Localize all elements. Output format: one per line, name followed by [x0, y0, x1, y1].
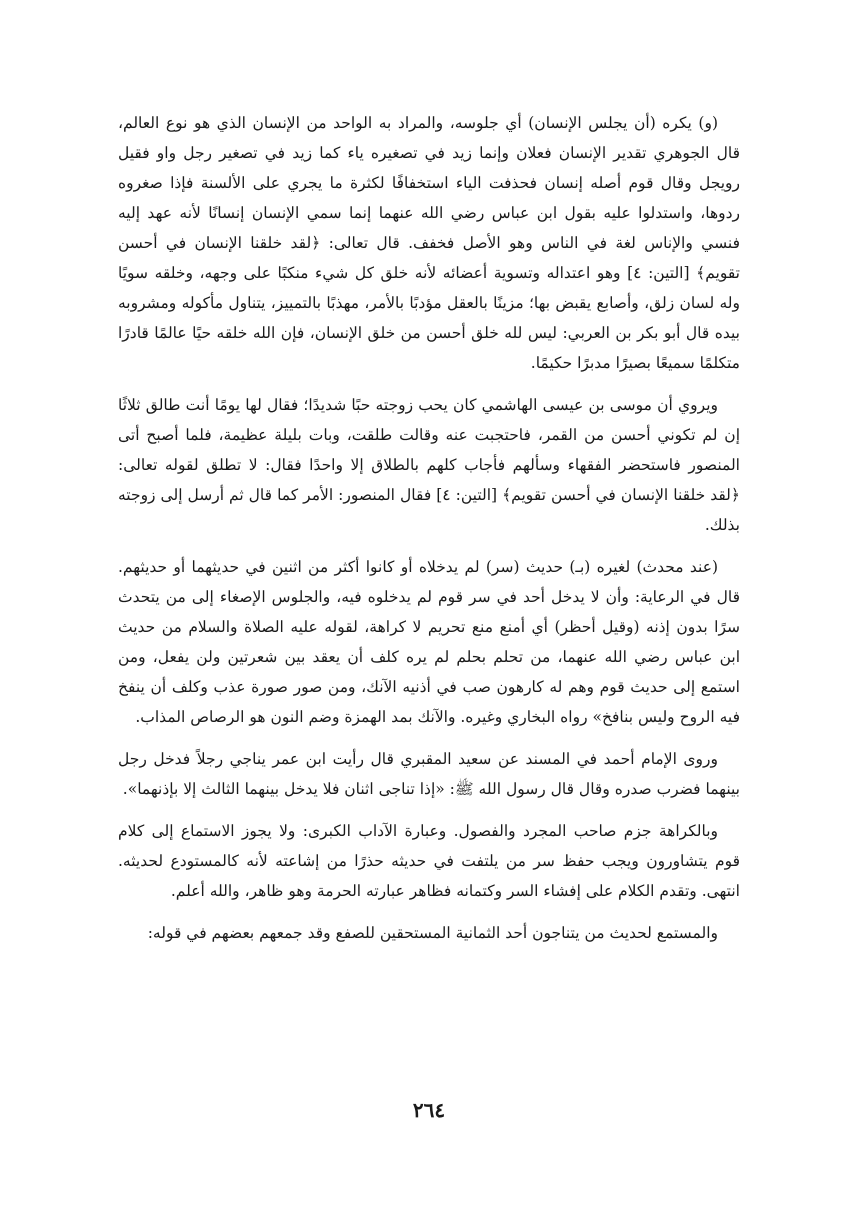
paragraph-5: وبالكراهة جزم صاحب المجرد والفصول. وعبارة الآداب الكبرى: ولا يجوز الاستماع إلى كلام قوم يتشاورون ويجب حفظ سر من يلتفت في حديثه حذرًا من إشاعته لأنه كالمستودع لحديثه. انتهى. وتقدم الكلام على إفشاء السر وكتمانه فظاهر عبارته الحرمة وهو ظاهر، والله أعلم.	[118, 822, 740, 900]
page-body	[118, 108, 740, 960]
page-number: ٢٦٤	[412, 1098, 446, 1122]
paragraph-4: وروى الإمام أحمد في المسند عن سعيد المقبري قال رأيت ابن عمر يناجي رجلاً فدخل رجل بينهما فضرب صدره وقال قال رسول الله ﷺ: «إذا تناجى اثنان فلا يدخل بينهما الثالث إلا بإذنهما».	[118, 750, 740, 798]
paragraph-3: (عند محدث) لغيره (بـ) حديث (سر) لم يدخلاه أو كانوا أكثر من اثنين في حديثهما أو حديثهم. قال في الرعاية: وأن لا يدخل أحد في سر قوم لم يدخلوه فيه، والجلوس الإصغاء إلى من يتحدث سرًا بدون إذنه (وقيل أحظر) أي أمنع منع تحريم لا كراهة، لقوله عليه الصلاة والسلام من حديث ابن عباس رضي الله عنهما، من تحلم بحلم لم يره كلف أن يعقد بين شعرتين ولن يفعل، ومن استمع إلى حديث قوم وهم له كارهون صب في أذنيه الآنك، ومن صور صورة عذب وكلف أن ينفخ فيه الروح وليس بنافخ» رواه البخاري وغيره. والآنك بمد الهمزة وضم النون هو الرصاص المذاب.	[118, 558, 740, 726]
paragraph-6: والمستمع لحديث من يتناجون أحد الثمانية المستحقين للصفع وقد جمعهم بعضهم في قوله:	[147, 924, 718, 942]
paragraph-1: (و) يكره (أن يجلس الإنسان) أي جلوسه، والمراد به الواحد من الإنسان الذي هو نوع العالم، قال الجوهري تقدير الإنسان فعلان وإنما زيد في تصغيره ياء كما زيد في تصغير رجل واو فقيل رويجل وقال قوم أصله إنسان فحذفت الياء استخفافًا لكثرة ما يجري على الألسنة فإذا صغروه ردوها، واستدلوا عليه بقول ابن عباس رضي الله عنهما إنما سمي الإنسان إنسانًا لأنه عهد إليه فنسي والإناس لغة في الناس وهو الأصل فخفف. قال تعالى: ﴿لقد خلقنا الإنسان في أحسن تقويم﴾ [التين: ٤] وهو اعتداله وتسوية أعضائه لأنه خلق كل شيء منكبًا على وجهه، وخلقه سويًا وله لسان زلق، وأصابع يقبض بها؛ مزينًا بالعقل مؤدبًا بالأمر، مهذبًا بالتمييز، يتناول مأكوله ومشروبه بيده قال أبو بكر بن العربي: ليس لله خلق أحسن من خلق الإنسان، فإن الله خلقه حيًا عالمًا قادرًا متكلمًا سميعًا بصيرًا مدبرًا حكيمًا.	[118, 114, 740, 372]
paragraph-2: ويروي أن موسى بن عيسى الهاشمي كان يحب زوجته حبًا شديدًا؛ فقال لها يومًا أنت طالق ثلاثًا إن لم تكوني أحسن من القمر، فاحتجبت عنه وقالت طلقت، وبات بليلة عظيمة، فلما أصبح أتى المنصور فاستحضر الفقهاء وسألهم فأجاب كلهم بالطلاق إلا واحدًا فقال: لا تطلق لقوله تعالى: ﴿لقد خلقنا الإنسان في أحسن تقويم﴾ [التين: ٤] فقال المنصور: الأمر كما قال ثم أرسل إلى زوجته بذلك.	[118, 396, 740, 534]
